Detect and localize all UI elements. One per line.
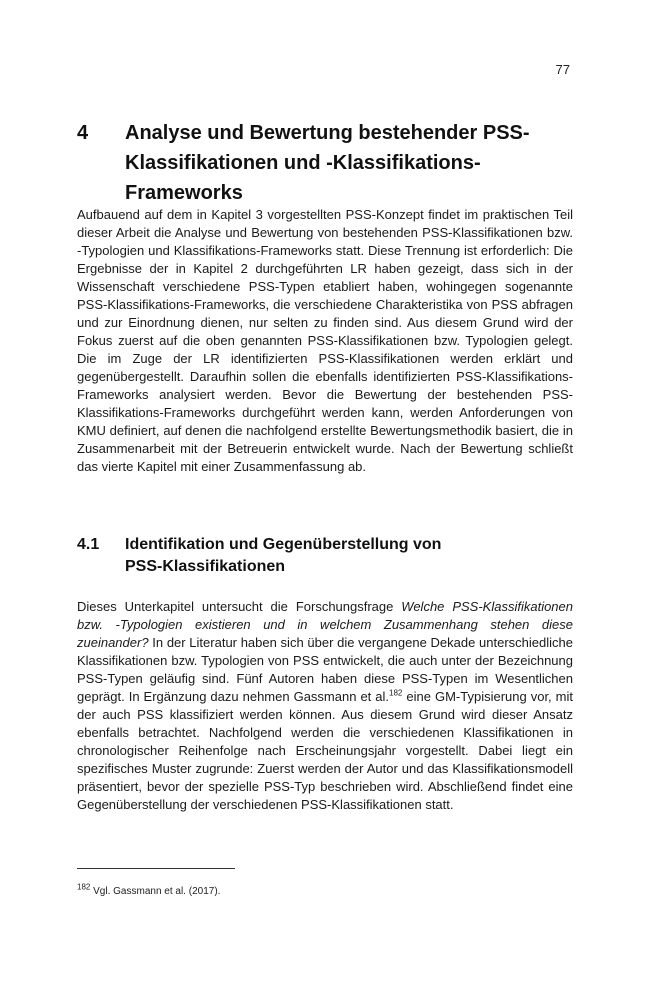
section-number: 4.1 xyxy=(77,536,100,553)
section-heading xyxy=(77,534,577,578)
section-title-line-2: PSS-Klassifikationen xyxy=(125,558,286,575)
section-title xyxy=(125,534,441,578)
section-paragraph-middle: In der Literatur haben sich über die vergangene Dekade unterschiedliche Klassifikationen bzw. Typologien von PSS entwickelt, die auch unter der Bezeichnung PSS-Typen geläufig sind. Fünf Autoren haben diese PSS-Typen im Wesentlichen geprägt. In Ergänzung dazu nehmen Gassmann et al. xyxy=(77,635,573,704)
research-question: Welche PSS-Klassifikationen bzw. -Typologien existieren und in welchem Zusammenhang stehen diese zueinander? xyxy=(77,599,573,650)
section-paragraph-tail: eine GM-Typisierung vor, mit der auch PSS klassifiziert werden können. Aus diesem Grund wird dieser Ansatz ebenfalls betrachtet. Nachfolgend werden die verschiedenen Klassifikationen in chronologischer Reihenfolge nach Erscheinungsjahr vorgestellt. Dabei liegt ein spezifisches Muster zugrunde: Zuerst werden der Autor und das Klassifikationsmodell präsentiert, bevor der spezielle PSS-Typ beschrieben wird. Abschließend findet eine Gegenüberstellung der verschiedenen PSS-Klassifikationen statt. xyxy=(77,689,573,812)
footnote-text: Vgl. Gassmann et al. (2017). xyxy=(90,886,221,897)
section-paragraph-lead: Dieses Unterkapitel untersucht die Forschungsfrage xyxy=(77,599,402,614)
chapter-heading xyxy=(77,118,577,208)
chapter-number: 4 xyxy=(77,122,89,144)
section-title-line-1: Identifikation und Gegenüberstellung von xyxy=(125,536,442,553)
page-number: 77 xyxy=(555,62,570,77)
section-paragraph xyxy=(77,598,573,814)
footnote xyxy=(77,882,221,897)
chapter-title-line-1: Analyse und Bewertung bestehender PSS- xyxy=(125,122,530,144)
footnote-reference[interactable]: 182 xyxy=(389,688,403,698)
intro-paragraph: Aufbauend auf dem in Kapitel 3 vorgestellten PSS-Konzept findet im praktischen Teil dieser Arbeit die Analyse und Bewertung von bestehenden PSS-Klassifikationen bzw. -Typologien und Klassifikations-Frameworks statt. Diese Trennung ist erforderlich: Die Ergebnisse der in Kapitel 2 durchgeführten LR haben gezeigt, dass sich in der Wissenschaft verschiedene PSS-Typen etabliert haben, wohingegen sogenannte PSS-Klassifikations-Frameworks, die verschiedene Charakteristika von PSS abfragen und zur Einordnung dienen, nur selten zu finden sind. Aus diesem Grund wird der Fokus zuerst auf die oben genannten PSS-Klassifikationen bzw. Typologien gelegt. Die im Zuge der LR identifizierten PSS-Klassifikationen werden erklärt und gegenübergestellt. Daraufhin sollen die ebenfalls identifizierten PSS-Klassifikations-Frameworks analysiert werden. Bevor die Bewertung der bestehenden PSS-Klassifikations-Frameworks durchgeführt werden kann, werden Anforderungen von KMU definiert, auf denen die nachfolgend erstellte Bewertungsmethodik basiert, die in Zusammenarbeit mit der Betreuerin entwickelt wurde. Nach der Bewertung schließt das vierte Kapitel mit einer Zusammenfassung ab. xyxy=(77,207,573,474)
footnote-divider xyxy=(77,868,235,869)
chapter-title-line-2: Klassifikationen und -Klassifikations-Frameworks xyxy=(125,152,481,204)
footnote-number: 182 xyxy=(77,882,91,892)
chapter-title xyxy=(125,118,577,208)
